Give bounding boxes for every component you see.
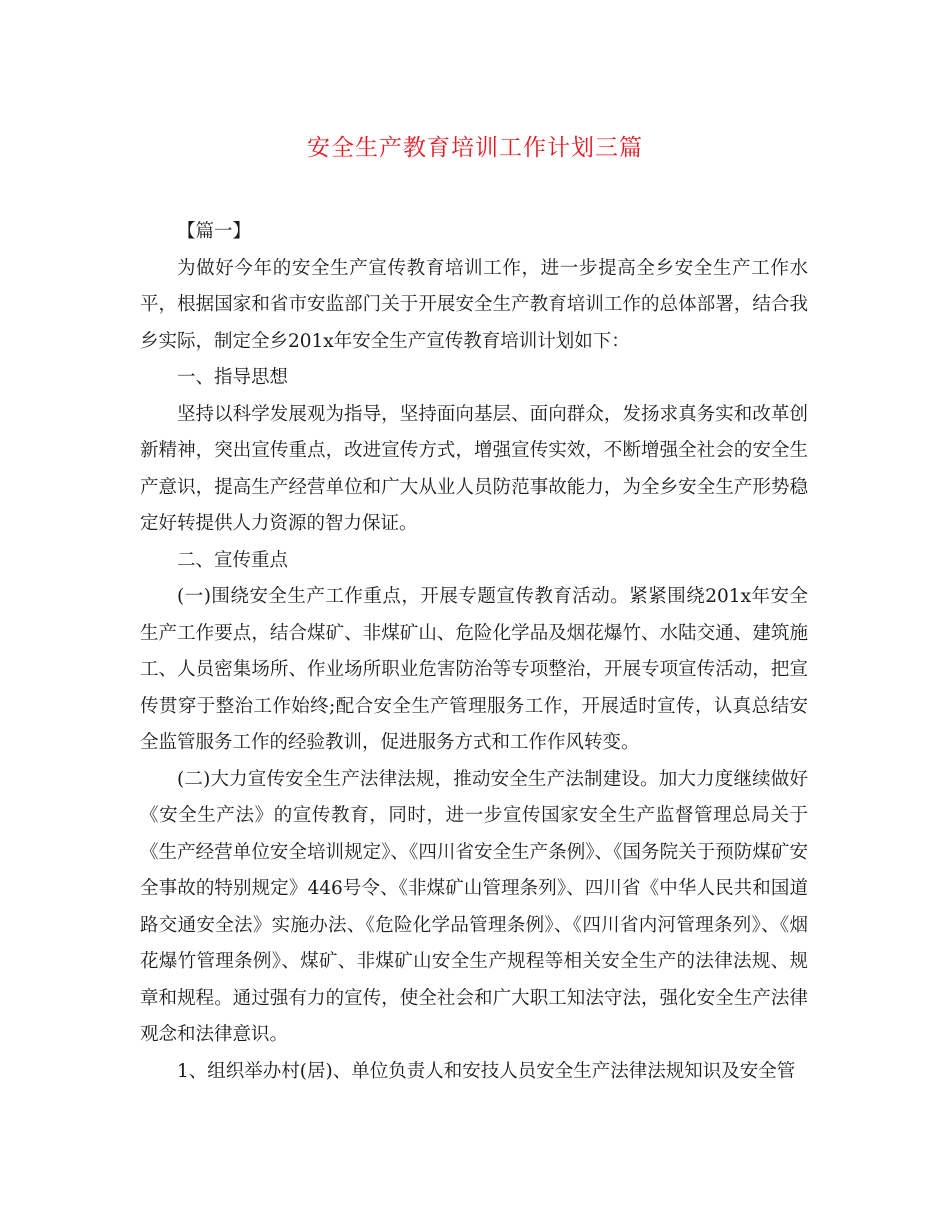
document-title: 安全生产教育培训工作计划三篇 bbox=[307, 135, 643, 161]
paragraph-guiding-ideology: 坚持以科学发展观为指导，坚持面向基层、面向群众，发扬求真务实和改革创新精神，突出宣传重点，改进宣传方式，增强宣传实效，不断增强全社会的安全生产意识，提高生产经营单位和广大从业人员防范事故能力，为全乡安全生产形势稳定好转提供人力资源的智力保证。 bbox=[140, 403, 808, 534]
section-heading-guiding-ideology: 一、指导思想 bbox=[177, 367, 289, 388]
document-body bbox=[140, 214, 808, 1090]
section-heading-publicity-focus: 二、宣传重点 bbox=[177, 549, 289, 571]
paragraph-focus-two: (二)大力宣传安全生产法律法规，推动安全生产法制建设。加大力度继续做好《安全生产法》的宣传教育，同时，进一步宣传国家安全生产监督管理总局关于《生产经营单位安全培训规定》、《四川省安全生产条例》、《国务院关于预防煤矿安全事故的特别规定》446号令、《非煤矿山管理条列》、四川省《中华人民共和国道路交通安全法》实施办法、《危险化学品管理条例》、《四川省内河管理条列》、《烟花爆竹管理条例》、煤矿、非煤矿山安全生产规程等相关安全生产的法律法规、规章和规程。通过强有力的宣传，使全社会和广大职工知法守法，强化安全生产法律观念和法律意识。 bbox=[140, 768, 808, 1045]
paragraph-intro: 为做好今年的安全生产宣传教育培训工作，进一步提高全乡安全生产工作水平，根据国家和省市安监部门关于开展安全生产教育培训工作的总体部署，结合我乡实际，制定全乡201x年安全生产宣传教育培训计划如下： bbox=[140, 257, 808, 352]
paragraph-focus-one: (一)围绕安全生产工作重点，开展专题宣传教育活动。紧紧围绕201x年安全生产工作要点，结合煤矿、非煤矿山、危险化学品及烟花爆竹、水陆交通、建筑施工、人员密集场所、作业场所职业危害防治等专项整治，开展专项宣传活动，把宣传贯穿于整治工作始终;配合安全生产管理服务工作，开展适时宣传，认真总结安全监管服务工作的经验教训，促进服务方式和工作作风转变。 bbox=[140, 586, 808, 753]
paragraph-item-one: 1、组织举办村(居)、单位负责人和安技人员安全生产法律法规知识及安全管 bbox=[177, 1060, 796, 1082]
section-heading-part-one: 【篇一】 bbox=[177, 221, 252, 242]
